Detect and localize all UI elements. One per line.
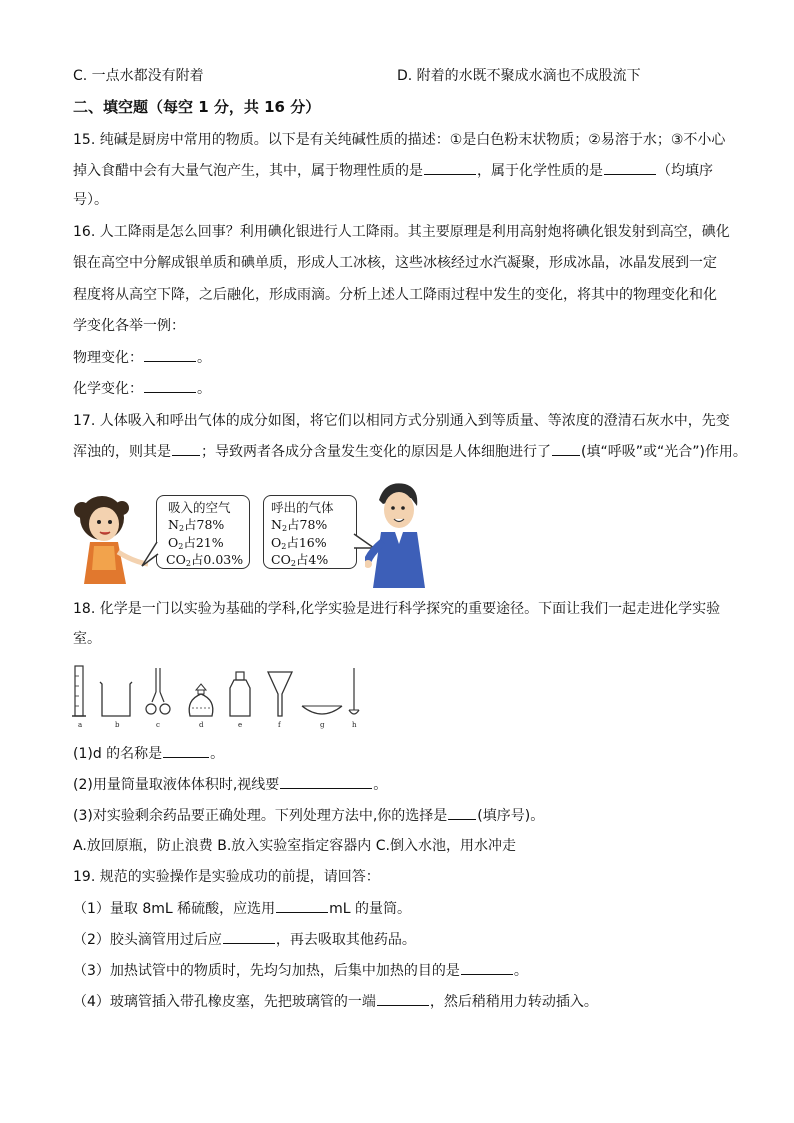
q15-text-b: ，属于化学性质的是 [477, 163, 603, 179]
q17-line1: 17. 人体吸入和呼出气体的成分如图，将它们以相同方式分别通入到等质量、等浓度的澄清石灰水中，先变 [73, 413, 730, 429]
q19-s4-text: （4）玻璃管插入带孔橡皮塞，先把玻璃管的一端 [73, 994, 376, 1010]
q19-s2-end: ，再去吸取其他药品。 [275, 932, 416, 948]
q16-line3: 程度将从高空下降，之后融化，形成雨滴。分析上述人工降雨过程中发生的变化，将其中的物理变化和化 [73, 287, 717, 303]
q16-physical-label: 物理变化： [73, 350, 143, 366]
combustion-spoon-icon [349, 668, 359, 714]
label-d: d [199, 721, 204, 729]
q16-physical-row [73, 347, 211, 368]
q19-s1-end: mL 的量筒。 [329, 901, 412, 917]
q18-line2: 室。 [73, 631, 101, 647]
q19-blank-purpose[interactable] [461, 960, 513, 975]
q19-s2-text: （2）胶头滴管用过后应 [73, 932, 222, 948]
label-b: b [115, 721, 120, 729]
q18-sub3-end: (填序号)。 [477, 808, 545, 824]
q19-s4-end: ，然后稍稍用力转动插入。 [429, 994, 598, 1010]
q19-sub2 [73, 929, 416, 950]
q18-options: A.放回原瓶，防止浪费 B.放入实验室指定容器内 C.倒入水池，用水冲走 [73, 838, 516, 854]
q17-text-b: ；导致两者各成分含量发生变化的原因是人体细胞进行了 [201, 444, 551, 460]
q17-text-a: 浑浊的，则其是 [73, 444, 171, 460]
exhaled-o2: $O_2$占16% [271, 535, 327, 551]
q19-sub1 [73, 898, 411, 919]
q16-chemical-label: 化学变化： [73, 381, 143, 397]
graduated-cylinder-icon [72, 666, 86, 716]
label-f: f [278, 721, 281, 729]
q16-line1: 16. 人工降雨是怎么回事？利用碘化银进行人工降雨。其主要原理是利用高射炮将碘化银发射到高空，碘化 [73, 224, 730, 240]
exhaled-n2: $N_2$占78% [271, 517, 328, 533]
q19-s3-end: 。 [513, 963, 528, 979]
q15-line1: 15. 纯碱是厨房中常用的物质。以下是有关纯碱性质的描述：①是白色粉末状物质；②易溶于水；③不小心 [73, 132, 726, 148]
q18-sub1 [73, 743, 224, 764]
label-e: e [238, 721, 243, 729]
funnel-icon [268, 672, 292, 716]
evaporating-dish-icon [302, 706, 342, 714]
exhaled-title: 呼出的气体 [271, 500, 334, 515]
label-g: g [320, 721, 325, 729]
inhaled-title: 吸入的空气 [168, 500, 231, 515]
q18-blank-sightline[interactable] [280, 774, 372, 789]
q19-sub4 [73, 991, 598, 1012]
q18-blank-name[interactable] [163, 743, 209, 758]
q19-blank-dropper[interactable] [223, 929, 275, 944]
q14-option-d: D. 附着的水既不聚成水滴也不成股流下 [397, 68, 641, 84]
q15-line3: 号）。 [73, 192, 108, 208]
q19-s1-text: （1）量取 8mL 稀硫酸，应选用 [73, 901, 276, 917]
q17-blank-gas[interactable] [172, 441, 200, 456]
inhaled-co2: $CO_2$占0.03% [166, 552, 244, 568]
q18-sub2-end: 。 [373, 777, 388, 793]
q16-blank-physical[interactable] [144, 347, 196, 362]
q17-text-c: (填“呼吸”或“光合”)作用。 [581, 444, 747, 460]
q16-chemical-row [73, 378, 211, 399]
q19-sub3 [73, 960, 528, 981]
boy-figure-icon [365, 478, 435, 590]
exhaled-co2: $CO_2$占4% [271, 552, 329, 568]
section-heading: 二、填空题（每空 1 分，共 16 分） [73, 98, 321, 116]
q15-text-a: 掉入食醋中会有大量气泡产生，其中，属于物理性质的是 [73, 163, 423, 179]
q19-s3-text: （3）加热试管中的物质时，先均匀加热，后集中加热的目的是 [73, 963, 460, 979]
q16-line2: 银在高空中分解成银单质和碘单质，形成人工冰核，这些冰核经过水汽凝聚，形成冰晶，冰晶发展到一定 [73, 255, 717, 271]
q18-sub2 [73, 774, 387, 795]
q16-blank-chemical[interactable] [144, 378, 196, 393]
q18-sub1-text: (1)d 的名称是 [73, 746, 163, 762]
alcohol-lamp-icon [189, 684, 213, 716]
inhaled-o2: $O_2$占21% [168, 535, 224, 551]
crucible-tongs-icon [146, 668, 170, 714]
label-a: a [78, 721, 83, 729]
reagent-bottle-icon [230, 672, 250, 716]
q17-line2 [73, 441, 747, 462]
q19-blank-tube[interactable] [377, 991, 429, 1006]
lab-equipment-figure [70, 662, 370, 730]
q15-blank-chemical[interactable] [604, 160, 656, 175]
label-c: c [156, 721, 160, 729]
q15-blank-physical[interactable] [424, 160, 476, 175]
label-h: h [352, 721, 357, 729]
q18-sub3-text: (3)对实验剩余药品要正确处理。下列处理方法中,你的选择是 [73, 808, 448, 824]
q16-period: 。 [197, 350, 211, 366]
q18-blank-choice[interactable] [448, 805, 476, 820]
q17-blank-process[interactable] [552, 441, 580, 456]
q14-option-c: C. 一点水都没有附着 [73, 68, 204, 84]
q16-line4: 学变化各举一例： [73, 318, 185, 334]
q18-sub2-text: (2)用量筒量取液体体积时,视线要 [73, 777, 280, 793]
q19-blank-volume[interactable] [276, 898, 328, 913]
bubble-tail-left-icon [140, 540, 160, 570]
q18-sub1-end: 。 [210, 746, 225, 762]
inhaled-n2: $N_2$占78% [168, 517, 225, 533]
q19-line1: 19. 规范的实验操作是实验成功的前提，请回答： [73, 869, 380, 885]
q15-line2 [73, 160, 713, 181]
q18-line1: 18. 化学是一门以实验为基础的学科,化学实验是进行科学探究的重要途径。下面让我们一起走进化学实验 [73, 601, 721, 617]
beaker-icon [100, 682, 132, 716]
q15-text-c: （均填序 [657, 163, 713, 179]
q16-period-2: 。 [197, 381, 211, 397]
q18-sub3 [73, 805, 544, 826]
